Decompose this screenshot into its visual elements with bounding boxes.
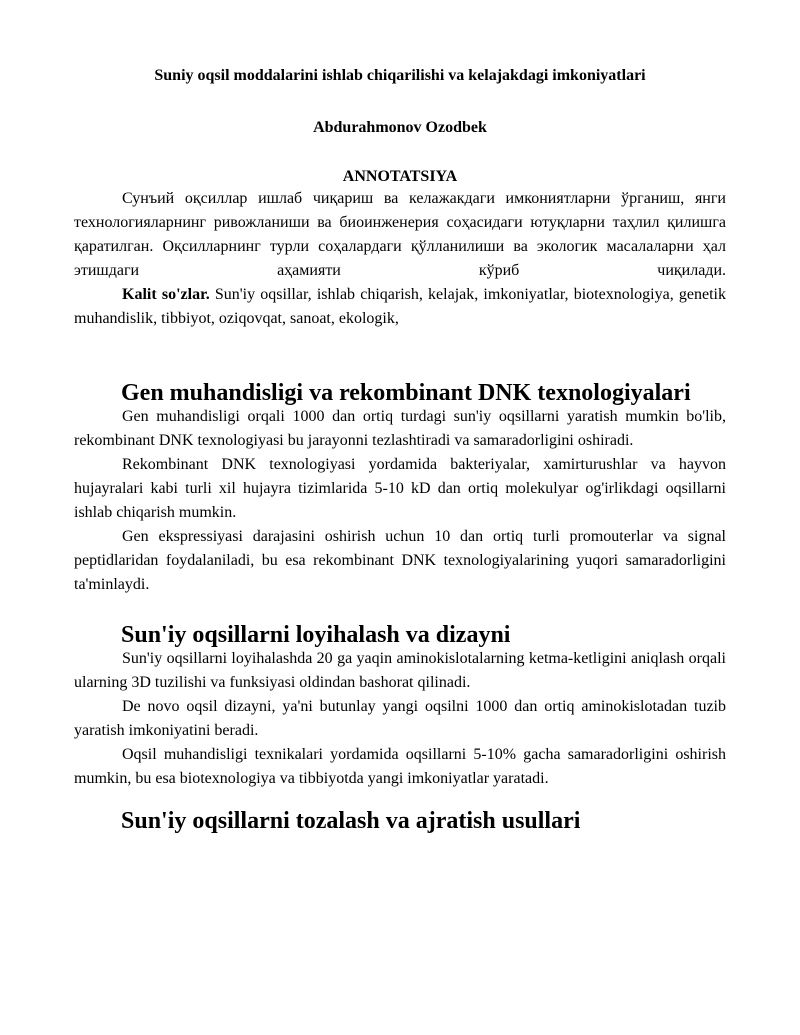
document-page — [74, 66, 726, 833]
annotation-text: Сунъий оқсиллар ишлаб чиқариш ва келажакдаги имкониятларни ўрганиш, янги технологияларнинг ривожланиши ва биоинженерия соҳасидаги ютуқларни таҳлил қилишга қаратилган. Оқсилларнинг турли соҳалардаги қўлланилиши ва экологик масалаларни ҳал этишдаги аҳамияти кўриб чиқилади. — [74, 190, 726, 279]
keywords-paragraph — [74, 283, 726, 331]
section-paragraph: Oqsil muhandisligi texnikalari yordamida oqsillarni 5-10% gacha samaradorligini oshirish mumkin, bu esa biotexnologiya va tibbiyotda yangi imkoniyatlar yaratadi. — [74, 746, 726, 787]
section-paragraph: Rekombinant DNK texnologiyasi yordamida bakteriyalar, xamirturushlar va hayvon hujayralari kabi turli xil hujayra tizimlarida 5-10 kD dan ortiq molekulyar og'irlikdagi oqsillarni ishlab chiqarish mumkin. — [74, 456, 726, 521]
section-paragraph: De novo oqsil dizayni, ya'ni butunlay yangi oqsilni 1000 dan ortiq aminokislotadan tuzib yaratish imkoniyatini beradi. — [74, 698, 726, 739]
author-name: Abdurahmonov Ozodbek — [313, 119, 487, 136]
section-paragraph: Gen muhandisligi orqali 1000 dan ortiq turdagi sun'iy oqsillarni yaratish mumkin bo'lib, rekombinant DNK texnologiyasi bu jarayonni tezlashtiradi va samaradorligini oshiradi. — [74, 408, 726, 449]
section-heading: Sun'iy oqsillarni loyihalash va dizayni — [121, 622, 511, 648]
keywords-label: Kalit so'zlar. — [122, 286, 210, 303]
keywords-text: Sun'iy oqsillar, ishlab chiqarish, kelajak, imkoniyatlar, biotexnologiya, genetik muhandislik, tibbiyot, oziqovqat, sanoat, ekologik, — [74, 286, 726, 327]
section-paragraph: Gen ekspressiyasi darajasini oshirish uchun 10 dan ortiq turli promouterlar va signal peptidlaridan foydalaniladi, bu esa rekombinant DNK texnologiyalarining yuqori samaradorligini ta'minlaydi. — [74, 528, 726, 593]
section-paragraph: Sun'iy oqsillarni loyihalashda 20 ga yaqin aminokislotalarning ketma-ketligini aniqlash orqali ularning 3D tuzilishi va funksiyasi oldindan bashorat qilinadi. — [74, 650, 726, 691]
section-heading: Gen muhandisligi va rekombinant DNK texnologiyalari — [121, 380, 691, 406]
annotation-heading: ANNOTATSIYA — [342, 168, 458, 185]
section-heading: Sun'iy oqsillarni tozalash va ajratish usullari — [121, 808, 581, 834]
paper-title: Suniy oqsil moddalarini ishlab chiqarilishi va kelajakdagi imkoniyatlari — [154, 67, 646, 84]
